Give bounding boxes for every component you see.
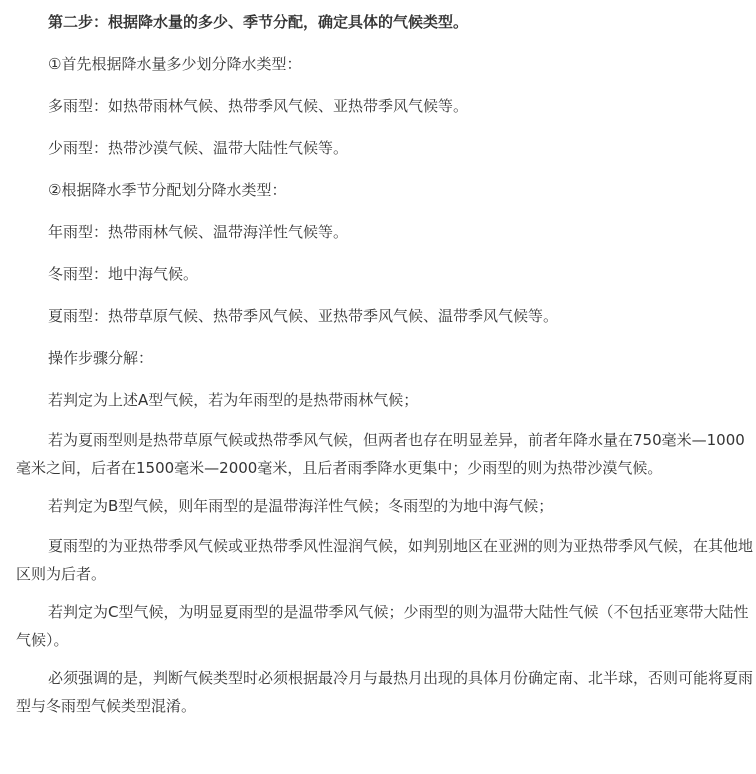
- paragraph-winter-rain: 冬雨型：地中海气候。: [48, 265, 199, 283]
- paragraph-type-a-detail: 若为夏雨型则是热带草原气候或热带季风气候，但两者也存在明显差异，前者年降水量在750毫米—1000毫米之间，后者在1500毫米—2000毫米，且后者雨季降水更集中；少雨型的则为热带沙漠气候。: [16, 431, 745, 477]
- article-body: [16, 0, 756, 720]
- paragraph-year-round-rain: 年雨型：热带雨林气候、温带海洋性气候等。: [48, 223, 349, 241]
- step-heading: 第二步：根据降水量的多少、季节分配，确定具体的气候类型。: [48, 13, 469, 31]
- subheading-steps: 操作步骤分解：: [48, 349, 154, 367]
- subheading-by-amount: ①首先根据降水量多少划分降水类型：: [48, 55, 302, 73]
- paragraph-summer-rain: 夏雨型：热带草原气候、热带季风气候、亚热带季风气候、温带季风气候等。: [48, 307, 559, 325]
- paragraph-dry-type: 少雨型：热带沙漠气候、温带大陆性气候等。: [48, 139, 349, 157]
- paragraph-wet-type: 多雨型：如热带雨林气候、热带季风气候、亚热带季风气候等。: [48, 97, 469, 115]
- paragraph-type-a: 若判定为上述A型气候，若为年雨型的是热带雨林气候；: [48, 391, 419, 409]
- paragraph-type-b-detail: 夏雨型的为亚热带季风气候或亚热带季风性湿润气候，如判别地区在亚洲的则为亚热带季风气候，在其他地区则为后者。: [16, 537, 754, 583]
- paragraph-type-c: 若判定为C型气候，为明显夏雨型的是温带季风气候；少雨型的则为温带大陆性气候（不包括亚寒带大陆性气候）。: [16, 603, 749, 649]
- subheading-by-season: ②根据降水季节分配划分降水类型：: [48, 181, 287, 199]
- paragraph-type-b: 若判定为B型气候，则年雨型的是温带海洋性气候；冬雨型的为地中海气候；: [48, 497, 554, 515]
- paragraph-emphasis-note: 必须强调的是，判断气候类型时必须根据最冷月与最热月出现的具体月份确定南、北半球，否则可能将夏雨型与冬雨型气候类型混淆。: [16, 669, 754, 715]
